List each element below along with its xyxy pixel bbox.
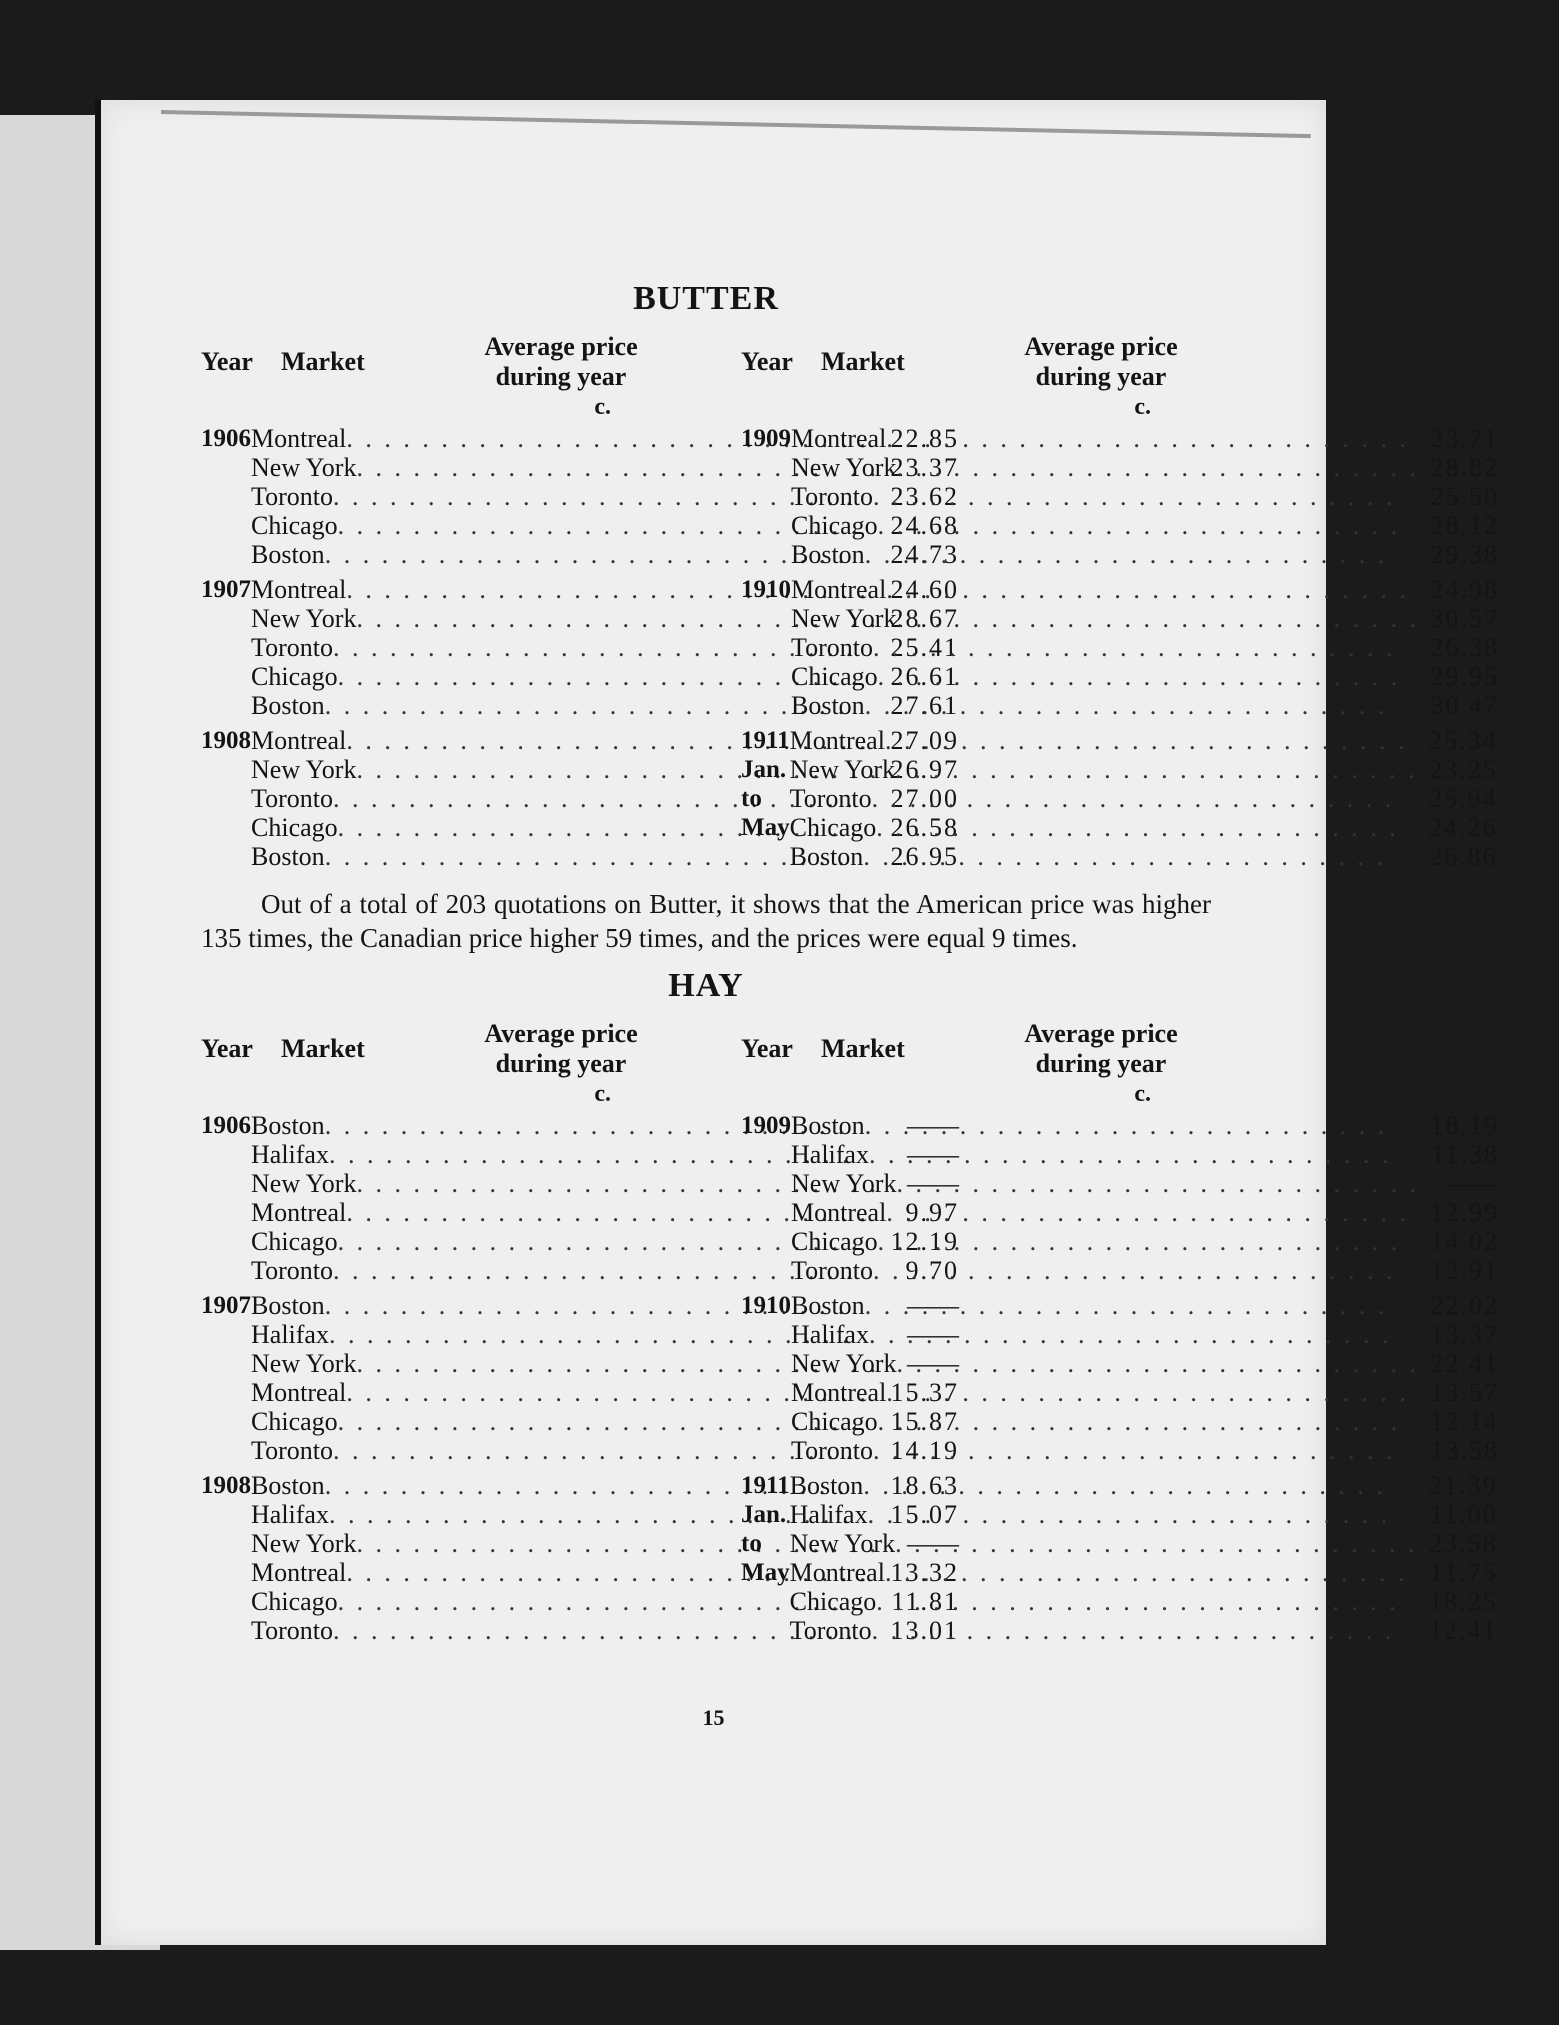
page-number: 15 <box>702 1705 725 1730</box>
market-name: Toronto <box>251 784 333 813</box>
dot-leader <box>896 604 1419 633</box>
year-line: Jan. <box>741 756 787 783</box>
market-rows <box>790 726 1558 871</box>
price-value: 26.38 <box>1430 633 1499 662</box>
table-header <box>201 1017 671 1081</box>
hay-title: HAY <box>668 967 744 1004</box>
market-column-header: Market <box>821 347 905 376</box>
year-group <box>741 575 1499 720</box>
dot-leader <box>873 633 1419 662</box>
market-name: Chicago <box>791 1407 878 1436</box>
dot-leader <box>865 1111 1419 1140</box>
price-value: 23.25 <box>1429 755 1498 784</box>
market-name: Chicago <box>251 1587 338 1616</box>
year-line: 1908 <box>201 1472 251 1499</box>
price-value: 23.71 <box>1430 424 1499 453</box>
market-name: Chicago <box>251 1407 338 1436</box>
market-name: New York <box>251 1169 357 1198</box>
market-name: Toronto <box>791 1256 873 1285</box>
price-value: 27.61 <box>890 691 959 720</box>
market-name: Boston <box>251 1291 325 1320</box>
year-line: 1907 <box>201 1292 251 1319</box>
market-name: Toronto <box>791 1436 873 1465</box>
market-name: Chicago <box>251 1227 338 1256</box>
market-name: Boston <box>791 1111 865 1140</box>
market-name: Montreal <box>791 1378 887 1407</box>
average-price-header-line2: during year <box>1035 1049 1167 1078</box>
average-price-column-header <box>991 332 1211 392</box>
average-price-header-line1: Average price <box>484 332 638 361</box>
year-line: May <box>741 814 790 841</box>
price-value: 23.37 <box>890 453 959 482</box>
market-name: Chicago <box>791 662 878 691</box>
price-value: 13.37 <box>1430 1320 1499 1349</box>
document-page <box>95 100 1499 1945</box>
price-value: 15.07 <box>890 1500 959 1529</box>
dot-leader <box>873 1256 1419 1285</box>
market-name: Boston <box>791 1291 865 1320</box>
market-name: Chicago <box>251 511 338 540</box>
table-row <box>790 1500 1498 1529</box>
dot-leader <box>873 482 1419 511</box>
dot-leader <box>886 1378 1419 1407</box>
market-name: Toronto <box>251 1436 333 1465</box>
dot-leader <box>885 726 1418 755</box>
market-name: Boston <box>251 540 325 569</box>
price-value: 18.63 <box>890 1471 959 1500</box>
year-label <box>201 1111 251 1285</box>
price-unit-label: c. <box>594 394 611 420</box>
year-group <box>741 726 1498 871</box>
year-line: to <box>741 1530 762 1557</box>
market-name: Chicago <box>251 662 338 691</box>
market-rows <box>790 1471 1558 1645</box>
price-value: —— <box>906 1349 959 1378</box>
year-label <box>741 1111 791 1285</box>
price-value: 24.26 <box>1429 813 1498 842</box>
butter-summary-note: Out of a total of 203 quotations on Butter, it shows that the American price was higher 135 times, the Canadian price higher 59 times, and the prices were equal 9 times. <box>201 889 1211 953</box>
price-value: —— <box>906 1291 959 1320</box>
price-value: 23.62 <box>890 482 959 511</box>
table-row <box>791 1378 1499 1407</box>
table-row <box>790 1529 1498 1558</box>
dot-leader <box>869 1320 1419 1349</box>
market-name: Chicago <box>789 1587 877 1616</box>
dot-leader <box>896 1349 1419 1378</box>
year-column-header: Year <box>741 1034 793 1063</box>
price-value: —— <box>1446 1169 1499 1198</box>
dot-leader <box>873 1436 1419 1465</box>
page-fold-line <box>161 110 1311 138</box>
price-value: 11.75 <box>1430 1558 1498 1587</box>
year-line: 1911 <box>741 1472 790 1499</box>
market-name: Boston <box>251 1111 325 1140</box>
price-value: 15.37 <box>890 1378 959 1407</box>
year-line: Jan. <box>741 1501 787 1528</box>
year-label <box>201 575 251 720</box>
year-line: 1906 <box>201 425 251 452</box>
table-row <box>791 691 1499 720</box>
table-row <box>791 1256 1499 1285</box>
price-value: 25.34 <box>1429 726 1498 755</box>
average-price-header-line2: during year <box>495 362 627 391</box>
year-line: 1911 <box>741 727 790 754</box>
price-value: 22.41 <box>1430 1349 1499 1378</box>
year-label <box>741 424 791 569</box>
price-value: 9.97 <box>905 1198 959 1227</box>
table-row <box>790 1616 1498 1645</box>
market-name: Montreal <box>791 575 887 604</box>
butter-title: BUTTER <box>633 280 779 317</box>
market-name: New York <box>789 1529 896 1558</box>
market-name: New York <box>251 604 357 633</box>
market-rows <box>791 1291 1559 1465</box>
dot-leader <box>885 1558 1418 1587</box>
price-value: 24.60 <box>890 575 959 604</box>
table-row <box>790 726 1498 755</box>
market-name: Montreal <box>791 424 887 453</box>
price-value: 25.41 <box>890 633 959 662</box>
year-group <box>741 424 1499 569</box>
price-unit-label: c. <box>1134 394 1151 420</box>
dot-leader <box>896 453 1419 482</box>
price-value: 13.57 <box>1430 1378 1499 1407</box>
market-name: Montreal <box>251 575 347 604</box>
table-row <box>791 1111 1499 1140</box>
price-value: 24.68 <box>890 511 959 540</box>
market-name: Montreal <box>791 1198 887 1227</box>
market-name: Toronto <box>251 633 333 662</box>
year-line: 1910 <box>741 1292 791 1319</box>
average-price-header-line2: during year <box>495 1049 627 1078</box>
market-column-header: Market <box>821 1034 905 1063</box>
market-name: Halifax <box>251 1320 329 1349</box>
price-value: 30.47 <box>1430 691 1499 720</box>
price-value: 28.82 <box>1430 453 1499 482</box>
dot-leader <box>876 813 1417 842</box>
price-value: 12.19 <box>890 1227 959 1256</box>
average-price-column-header <box>451 1019 671 1079</box>
market-name: Chicago <box>251 813 338 842</box>
price-value: —— <box>906 1111 959 1140</box>
price-value: 30.57 <box>1430 604 1499 633</box>
dot-leader <box>865 691 1419 720</box>
price-unit-label: c. <box>1134 1081 1151 1107</box>
price-value: 26.58 <box>890 813 959 842</box>
market-name: Boston <box>251 842 325 871</box>
price-value: 23.58 <box>1429 1529 1498 1558</box>
market-name: Montreal <box>789 726 885 755</box>
market-name: Boston <box>791 540 865 569</box>
market-column-header: Market <box>281 1034 365 1063</box>
price-value: 21.39 <box>1429 1471 1498 1500</box>
price-value: 18.19 <box>1430 1111 1499 1140</box>
price-value: 26.86 <box>1429 842 1498 871</box>
table-row <box>790 1587 1498 1616</box>
price-value: 11.81 <box>891 1587 959 1616</box>
dot-leader <box>896 1169 1419 1198</box>
table-header <box>741 1017 1211 1081</box>
price-value: 15.87 <box>890 1407 959 1436</box>
year-line: 1909 <box>741 1112 791 1139</box>
year-label <box>201 1291 251 1465</box>
table-row <box>790 842 1498 871</box>
table-row <box>791 1291 1499 1320</box>
market-name: Boston <box>789 1471 864 1500</box>
market-name: Toronto <box>251 482 333 511</box>
price-value: 12.14 <box>1430 1407 1499 1436</box>
table-row <box>791 1227 1499 1256</box>
market-name: Halifax <box>251 1500 329 1529</box>
year-line: 1906 <box>201 1112 251 1139</box>
price-value: 12.41 <box>1429 1616 1498 1645</box>
market-name: New York <box>251 1349 357 1378</box>
price-value: 12.91 <box>1430 1256 1499 1285</box>
market-name: Chicago <box>791 511 878 540</box>
table-row <box>790 813 1498 842</box>
market-name: New York <box>789 755 896 784</box>
market-name: Montreal <box>251 1198 347 1227</box>
market-name: Chicago <box>789 813 877 842</box>
price-value: —— <box>906 1140 959 1169</box>
year-label <box>741 726 790 871</box>
market-name: Toronto <box>789 784 872 813</box>
price-value: 27.09 <box>890 726 959 755</box>
table-header <box>741 330 1211 394</box>
average-price-header-line1: Average price <box>1024 1019 1178 1048</box>
year-label <box>741 1291 791 1465</box>
dot-leader <box>878 662 1419 691</box>
dot-leader <box>865 540 1419 569</box>
market-name: Boston <box>251 1471 325 1500</box>
dot-leader <box>876 1587 1417 1616</box>
table-row <box>791 1198 1499 1227</box>
market-name: Chicago <box>791 1227 878 1256</box>
year-group <box>741 1291 1499 1465</box>
market-name: Toronto <box>791 633 873 662</box>
market-name: New York <box>251 453 357 482</box>
table-row <box>790 1558 1498 1587</box>
year-line: 1909 <box>741 425 791 452</box>
market-name: New York <box>251 1529 357 1558</box>
market-name: Halifax <box>251 1140 329 1169</box>
market-name: Toronto <box>251 1256 333 1285</box>
market-name: New York <box>791 453 897 482</box>
year-column-header: Year <box>201 1034 253 1063</box>
table-row <box>791 540 1499 569</box>
year-group <box>741 1111 1499 1285</box>
dot-leader <box>869 1140 1419 1169</box>
price-value: 22.85 <box>890 424 959 453</box>
price-value: 29.38 <box>1430 540 1499 569</box>
market-name: Boston <box>251 691 325 720</box>
price-unit-label: c. <box>594 1081 611 1107</box>
price-value: —— <box>906 1529 959 1558</box>
dot-leader <box>878 1227 1419 1256</box>
dot-leader <box>895 1529 1418 1558</box>
market-name: New York <box>791 1169 897 1198</box>
table-row <box>791 511 1499 540</box>
average-price-header-line2: during year <box>1035 362 1167 391</box>
table-row <box>791 1140 1499 1169</box>
year-column-header: Year <box>741 347 793 376</box>
price-value: 13.01 <box>890 1616 959 1645</box>
year-label <box>201 726 251 871</box>
market-name: Halifax <box>791 1140 869 1169</box>
price-value: 13.32 <box>890 1558 959 1587</box>
market-name: Montreal <box>789 1558 885 1587</box>
year-line: May <box>741 1559 790 1586</box>
dot-leader <box>868 1500 1418 1529</box>
dot-leader <box>872 1616 1418 1645</box>
table-row <box>791 453 1499 482</box>
table-row <box>791 1436 1499 1465</box>
market-rows <box>791 1111 1559 1285</box>
year-line: to <box>741 785 762 812</box>
price-value: 24.98 <box>1430 575 1499 604</box>
price-value: 26.61 <box>890 662 959 691</box>
year-group <box>741 1471 1498 1645</box>
table-row <box>791 1349 1499 1378</box>
market-name: New York <box>791 604 897 633</box>
year-column-header: Year <box>201 347 253 376</box>
market-name: Montreal <box>251 1558 347 1587</box>
market-name: Boston <box>791 691 865 720</box>
table-row <box>791 424 1499 453</box>
dot-leader <box>895 755 1418 784</box>
market-name: Halifax <box>791 1320 869 1349</box>
dot-leader <box>886 424 1419 453</box>
market-name: Toronto <box>251 1616 333 1645</box>
price-value: 14.02 <box>1430 1227 1499 1256</box>
price-value: —— <box>906 1320 959 1349</box>
table-row <box>791 1407 1499 1436</box>
dot-leader <box>863 1471 1417 1500</box>
price-value: 12.99 <box>1430 1198 1499 1227</box>
dot-leader <box>863 842 1417 871</box>
market-name: Toronto <box>791 482 873 511</box>
market-column-header: Market <box>281 347 365 376</box>
average-price-column-header <box>451 332 671 392</box>
price-value: 25.50 <box>1430 482 1499 511</box>
dot-leader <box>878 511 1419 540</box>
market-rows <box>791 424 1559 569</box>
hay-section <box>201 967 1499 1651</box>
dot-leader <box>886 1198 1419 1227</box>
price-value: 29.95 <box>1430 662 1499 691</box>
average-price-column-header <box>991 1019 1211 1079</box>
page-content <box>201 280 1499 1651</box>
butter-section <box>201 280 1499 955</box>
average-price-header-line1: Average price <box>1024 332 1178 361</box>
market-name: Montreal <box>251 424 347 453</box>
table-row <box>790 755 1498 784</box>
market-name: Boston <box>789 842 864 871</box>
price-value: 13.58 <box>1430 1436 1499 1465</box>
butter-table-right <box>741 330 1499 877</box>
year-label <box>201 1471 251 1645</box>
dot-leader <box>886 575 1419 604</box>
price-value: 28.67 <box>890 604 959 633</box>
market-name: Montreal <box>251 1378 347 1407</box>
price-value: 26.97 <box>890 755 959 784</box>
dot-leader <box>878 1407 1419 1436</box>
table-header <box>201 330 671 394</box>
year-line: 1908 <box>201 727 251 754</box>
price-value: 11.00 <box>1430 1500 1498 1529</box>
market-name: New York <box>791 1349 897 1378</box>
price-value: 25.94 <box>1429 784 1498 813</box>
year-line: 1910 <box>741 576 791 603</box>
dot-leader <box>872 784 1418 813</box>
price-value: 18.25 <box>1429 1587 1498 1616</box>
table-row <box>791 604 1499 633</box>
year-label <box>741 1471 790 1645</box>
year-line: 1907 <box>201 576 251 603</box>
price-value: 24.73 <box>890 540 959 569</box>
table-row <box>791 1169 1499 1198</box>
table-row <box>791 1320 1499 1349</box>
table-row <box>790 1471 1498 1500</box>
hay-table-right <box>741 1017 1499 1651</box>
year-label <box>201 424 251 569</box>
table-row <box>791 633 1499 662</box>
year-label <box>741 575 791 720</box>
market-name: Toronto <box>789 1616 872 1645</box>
price-value: 9.70 <box>905 1256 959 1285</box>
price-value: 14.19 <box>890 1436 959 1465</box>
price-value: —— <box>906 1169 959 1198</box>
price-value: 27.00 <box>890 784 959 813</box>
price-value: 28.12 <box>1430 511 1499 540</box>
market-name: Montreal <box>251 726 347 755</box>
dot-leader <box>865 1291 1419 1320</box>
market-rows <box>791 575 1559 720</box>
table-row <box>791 662 1499 691</box>
price-value: 22.02 <box>1430 1291 1499 1320</box>
table-row <box>790 784 1498 813</box>
table-row <box>791 575 1499 604</box>
average-price-header-line1: Average price <box>484 1019 638 1048</box>
price-value: 26.95 <box>890 842 959 871</box>
table-row <box>791 482 1499 511</box>
market-name: Halifax <box>789 1500 868 1529</box>
price-value: 11.38 <box>1431 1140 1499 1169</box>
market-name: New York <box>251 755 357 784</box>
